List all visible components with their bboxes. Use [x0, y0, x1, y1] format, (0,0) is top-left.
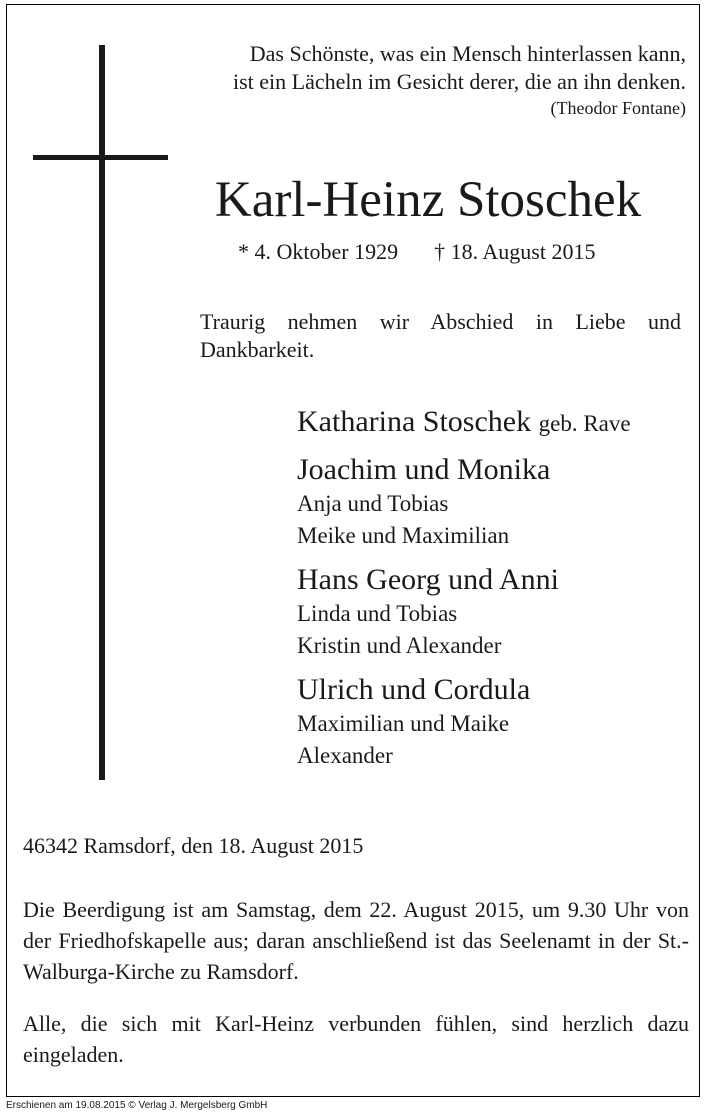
life-dates [238, 238, 595, 266]
deceased-name: Karl-Heinz Stoschek [214, 172, 642, 228]
quote-line: ist ein Lächeln im Gesicht derer, die an ihn denken. [232, 69, 686, 94]
death-date: † 18. August 2015 [434, 239, 596, 264]
quote [150, 40, 686, 120]
quote-author: (Theodor Fontane) [550, 98, 686, 118]
spouse [297, 404, 697, 442]
family-group-head: Hans Georg und Anni [297, 563, 559, 596]
family-group-member: Kristin und Alexander [297, 633, 502, 658]
funeral-details: Die Beerdigung ist am Samstag, dem 22. August 2015, um 9.30 Uhr von der Friedhofskapelle aus; daran anschließend ist das Seelenamt in der St.-Walburga-Kirche zu Ramsdorf. [23, 897, 689, 984]
publication-footer: Erschienen am 19.08.2015 © Verlag J. Mergelsberg GmbH [6, 1100, 268, 1111]
family-group-member: Linda und Tobias [297, 601, 458, 626]
quote-line: Das Schönste, was ein Mensch hinterlassen kann, [249, 41, 686, 66]
family-group-head: Ulrich und Cordula [297, 673, 531, 706]
spouse-maiden-name: geb. Rave [538, 411, 631, 436]
family-group-member: Alexander [297, 743, 393, 768]
invitation: Alle, die sich mit Karl-Heinz verbunden fühlen, sind herzlich dazu eingeladen. [23, 1011, 689, 1067]
family-group-member: Maximilian und Maike [297, 711, 510, 736]
family-group-member: Meike und Maximilian [297, 523, 510, 548]
family-group-member: Anja und Tobias [297, 491, 449, 516]
farewell-sentence: Traurig nehmen wir Abschied in Liebe und Dankbarkeit. [200, 309, 681, 362]
cross-icon-bar [33, 155, 168, 160]
birth-date: * 4. Oktober 1929 [238, 239, 399, 264]
family-list [297, 404, 697, 772]
spouse-name: Katharina Stoschek [297, 405, 532, 438]
place-and-date: 46342 Ramsdorf, den 18. August 2015 [23, 833, 364, 858]
family-group-head: Joachim und Monika [297, 453, 551, 486]
